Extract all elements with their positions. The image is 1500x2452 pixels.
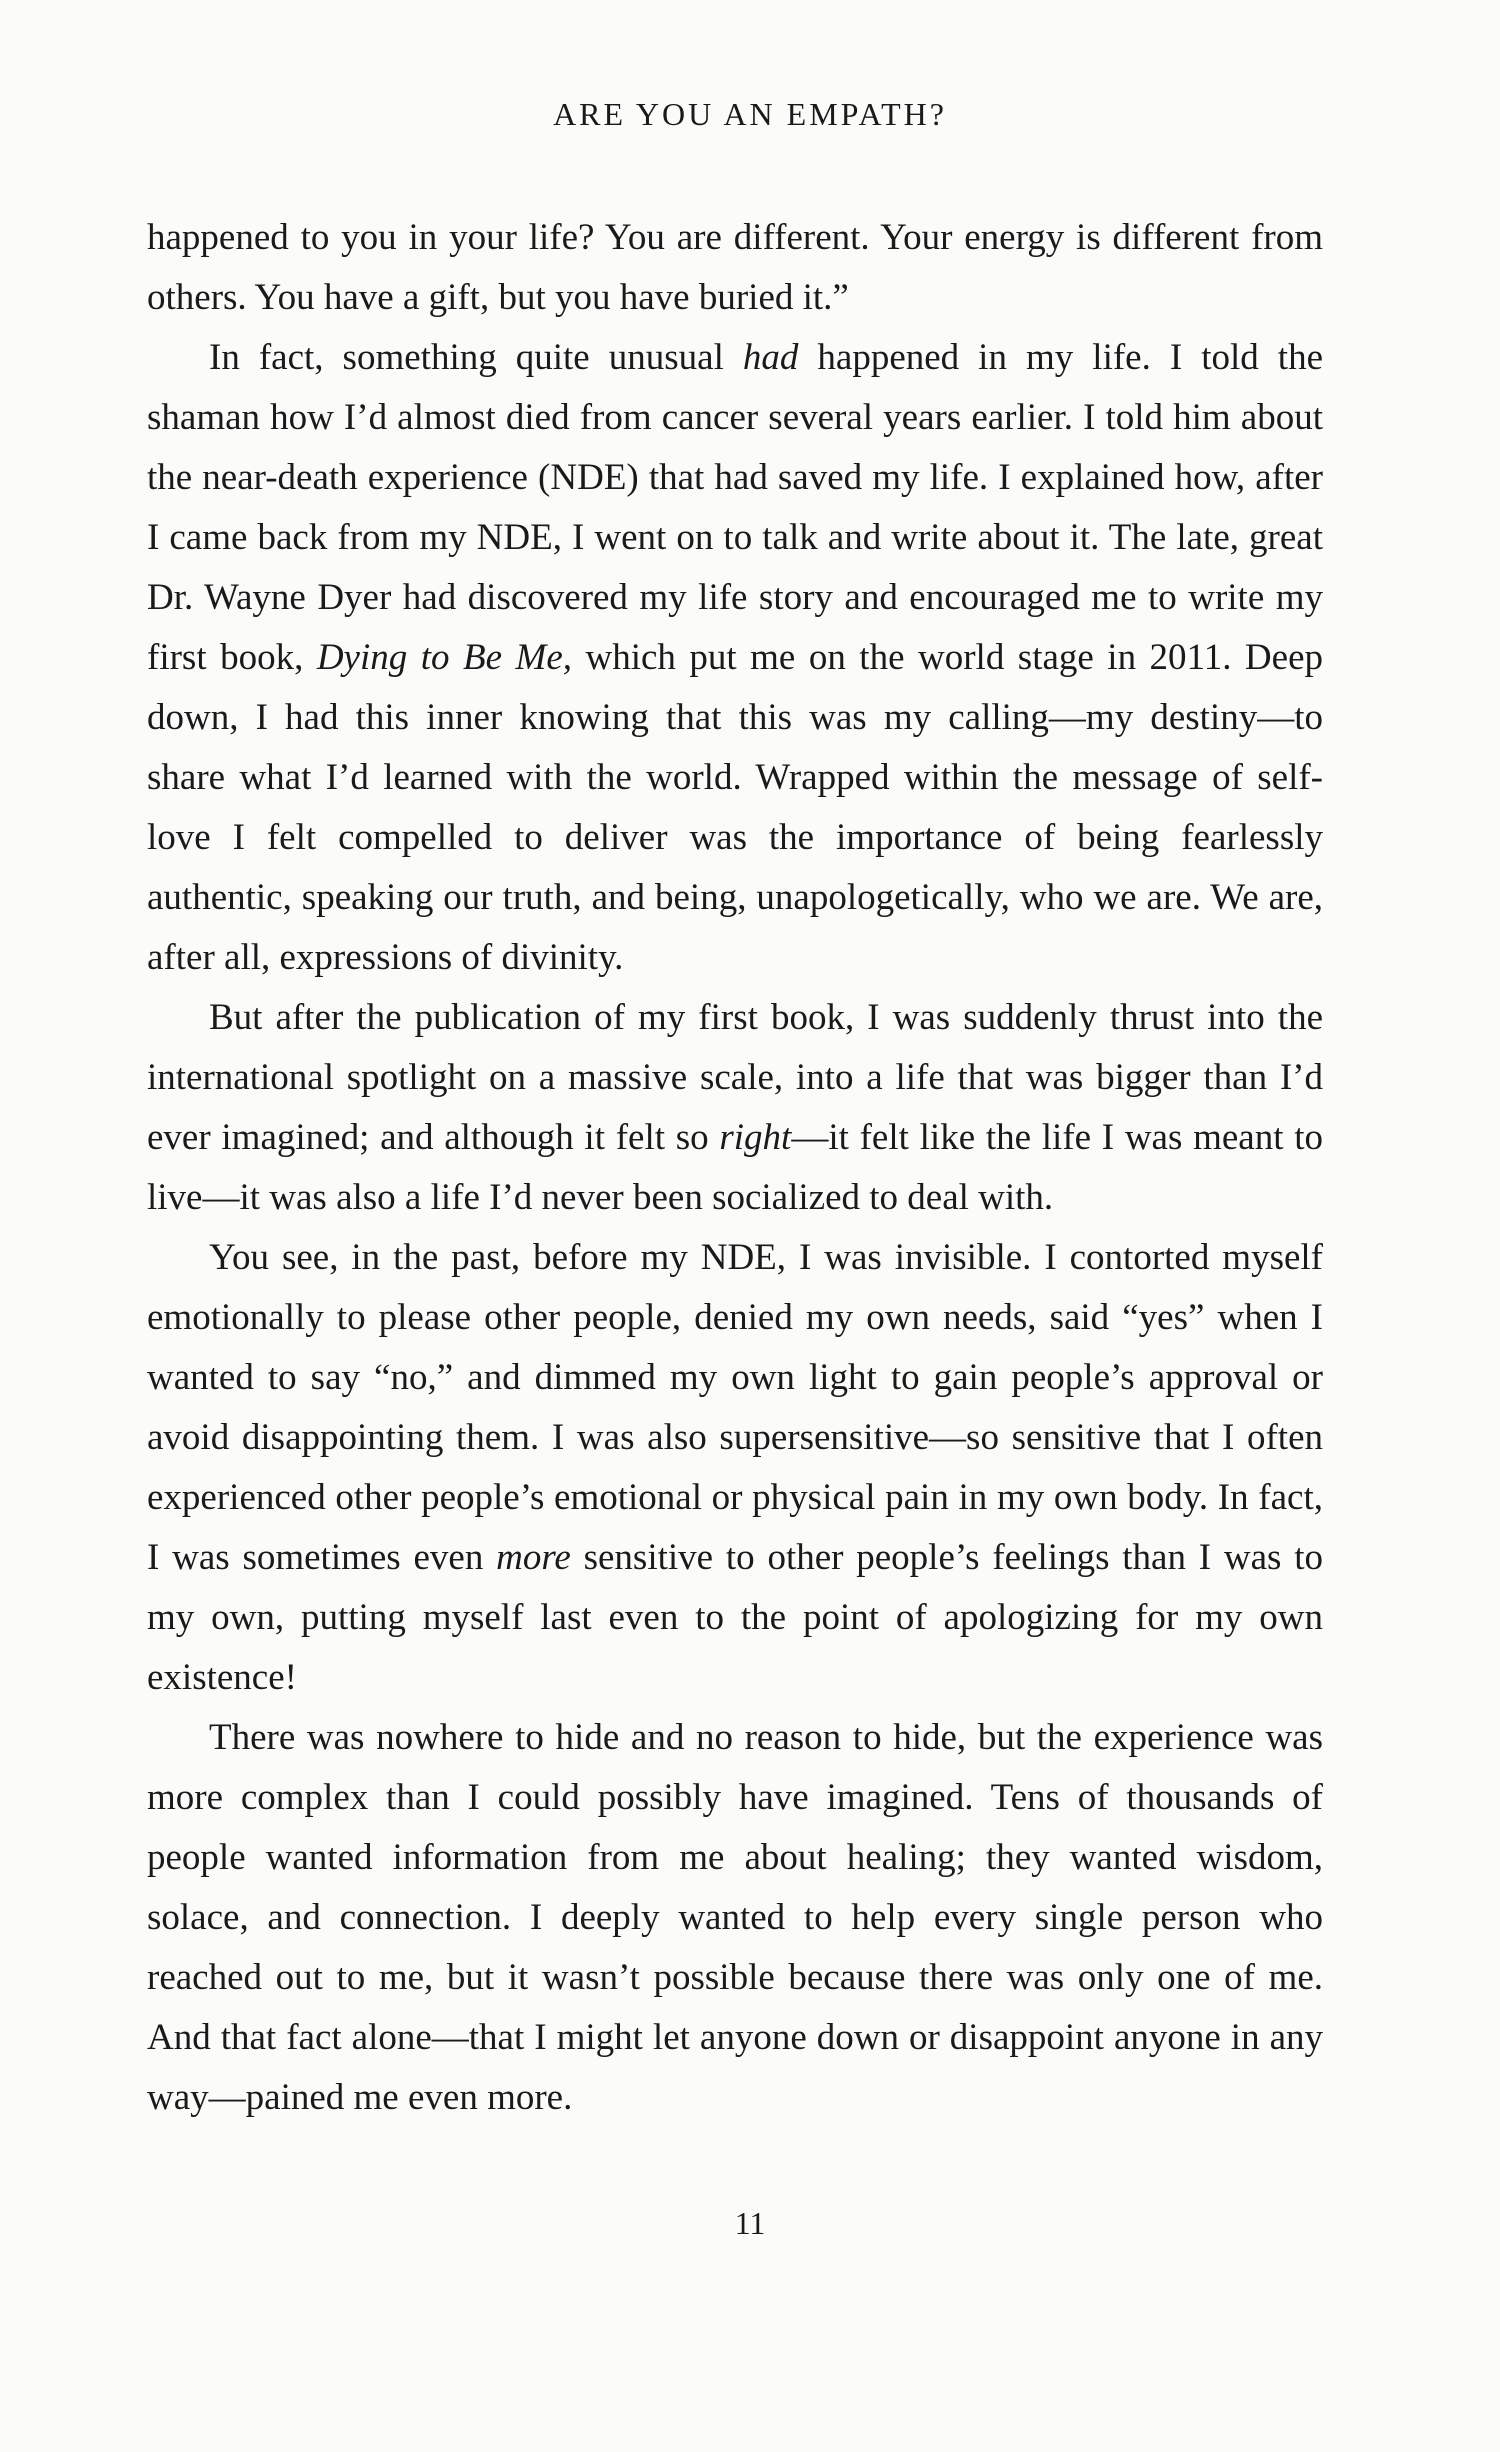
paragraph-2 (147, 328, 1323, 988)
paragraph-5-text: There was nowhere to hide and no reason to hide, but the experience was more complex than I could possibly have imagined. Tens of thousands of people wanted information from me about healing; they wanted wisdom, solace, and connection. I deeply wanted to help every single person who reached out to me, but it wasn’t possible because there was only one of me. And that fact alone—that I might let anyone down or disappoint anyone in any way—pained me even more. (147, 1717, 1323, 2118)
paragraph-4 (147, 1228, 1323, 1708)
paragraph-3-text-a: But after the publication of my first book, I was suddenly thrust into the international spotlight on a massive scale, into a life that was bigger than I’d ever imagined; and although it felt so (147, 997, 1323, 1158)
body-text (147, 208, 1323, 2128)
paragraph-2-emphasis-had: had (742, 337, 799, 378)
paragraph-3-emphasis-right: right (719, 1117, 792, 1158)
paragraph-2-text-b: happened in my life. I told the shaman how I’d almost died from cancer several years earlier. I told him about the near-death experience (NDE) that had saved my life. I explained how, after I came back from my NDE, I went on to talk and write about it. The late, great Dr. Wayne Dyer had discovered my life story and encouraged me to write my first book, (147, 337, 1323, 678)
paragraph-1 (147, 208, 1323, 328)
page-number: 11 (734, 2205, 766, 2241)
book-title-dying-to-be-me: Dying to Be Me, (316, 637, 572, 678)
paragraph-2-text-c: which put me on the world stage in 2011. Deep down, I had this inner knowing that this was my calling—my destiny—to share what I’d learned with the world. Wrapped within the message of self-love I felt compelled to deliver was the importance of being fearlessly authentic, speaking our truth, and being, unapologetically, who we are. We are, after all, expressions of divinity. (147, 637, 1323, 978)
paragraph-5 (147, 1708, 1323, 2128)
paragraph-4-text-a: You see, in the past, before my NDE, I was invisible. I contorted myself emotionally to please other people, denied my own needs, said “yes” when I wanted to say “no,” and dimmed my own light to gain people’s approval or avoid disappointing them. I was also supersensitive—so sensitive that I often experienced other people’s emotional or physical pain in my own body. In fact, I was sometimes even (147, 1237, 1323, 1578)
paragraph-2-text-a: In fact, something quite unusual (209, 337, 743, 378)
running-head: ARE YOU AN EMPATH? (553, 96, 947, 132)
paragraph-3 (147, 988, 1323, 1228)
paragraph-4-emphasis-more: more (496, 1537, 571, 1578)
paragraph-4-text-b: sensitive to other people’s feelings than I was to my own, putting myself last even to the point of apologizing for my own existence! (147, 1537, 1323, 1698)
paragraph-3-text-b: —it felt like the life I was meant to live—it was also a life I’d never been socialized to deal with. (147, 1117, 1324, 1218)
paragraph-1-text: happened to you in your life? You are different. Your energy is different from others. You have a gift, but you have buried it.” (147, 217, 1323, 318)
